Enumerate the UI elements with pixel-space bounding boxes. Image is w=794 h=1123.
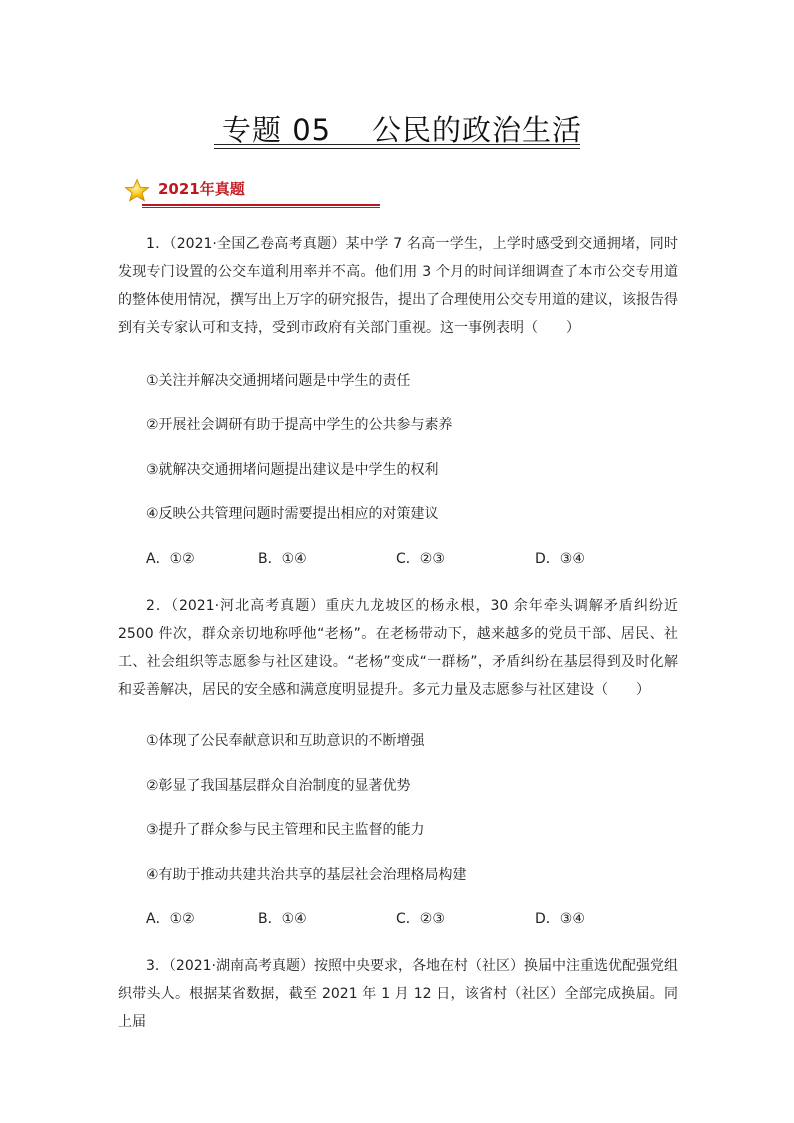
question-2-choice-b: B．①④ xyxy=(258,911,307,927)
star-icon xyxy=(124,178,150,204)
question-2-option-2: ②彰显了我国基层群众自治制度的显著优势 xyxy=(146,778,411,794)
question-1-text: 1．（2021·全国乙卷高考真题）某中学 7 名高一学生，上学时感受到交通拥堵，同时发现专门设置的公交车道利用率并不高。他们用 3 个月的时间详细调查了本市公交专用道的整体使用情况，撰写出上万字的研究报告，提出了合理使用公交专用道的建议，该报告得到有关专家认可和支持，受到市政府有关部门重视。这一事例表明（ ） xyxy=(118,236,678,336)
question-1-option-4: ④反映公共管理问题时需要提出相应的对策建议 xyxy=(146,506,439,522)
question-2-choice-a: A．①② xyxy=(146,911,195,927)
section-label: 2021年真题 xyxy=(158,180,245,198)
title-underline-thin xyxy=(214,148,580,149)
question-2-option-1: ①体现了公民奉献意识和互助意识的不断增强 xyxy=(146,733,425,749)
section-underline xyxy=(142,204,380,206)
question-1-choice-c: C．②③ xyxy=(396,551,445,567)
question-1-choice-d: D．③④ xyxy=(535,551,585,567)
question-1-choice-b: B．①④ xyxy=(258,551,307,567)
question-2-option-3: ③提升了群众参与民主管理和民主监督的能力 xyxy=(146,822,425,838)
question-2-choice-c: C．②③ xyxy=(396,911,445,927)
question-2-option-4: ④有助于推动共建共治共享的基层社会治理格局构建 xyxy=(146,867,467,883)
question-2-choice-d: D．③④ xyxy=(535,911,585,927)
question-3-text: 3．（2021·湖南高考真题）按照中央要求，各地在村（社区）换届中注重选优配强党组织带头人。根据某省数据，截至 2021 年 1 月 12 日，该省村（社区）全部完成换届。同上届 xyxy=(118,958,678,1030)
section-underline-thin xyxy=(142,207,380,208)
question-2-text: 2．（2021·河北高考真题）重庆九龙坡区的杨永根，30 余年牵头调解矛盾纠纷近 2500 件次，群众亲切地称呼他“老杨”。在老杨带动下，越来越多的党员干部、居民、社工、社会组织等志愿参与社区建设。“老杨”变成“一群杨”，矛盾纠纷在基层得到及时化解和妥善解决，居民的安全感和满意度明显提升。多元力量及志愿参与社区建设（ ） xyxy=(118,598,678,698)
title-underline xyxy=(214,144,580,145)
question-1-choice-a: A．①② xyxy=(146,551,195,567)
question-1-option-1: ①关注并解决交通拥堵问题是中学生的责任 xyxy=(146,373,411,389)
question-1-option-2: ②开展社会调研有助于提高中学生的公共参与素养 xyxy=(146,417,453,433)
page-title: 专题 05 公民的政治生活 xyxy=(222,113,582,147)
question-1-option-3: ③就解决交通拥堵问题提出建议是中学生的权利 xyxy=(146,462,439,478)
